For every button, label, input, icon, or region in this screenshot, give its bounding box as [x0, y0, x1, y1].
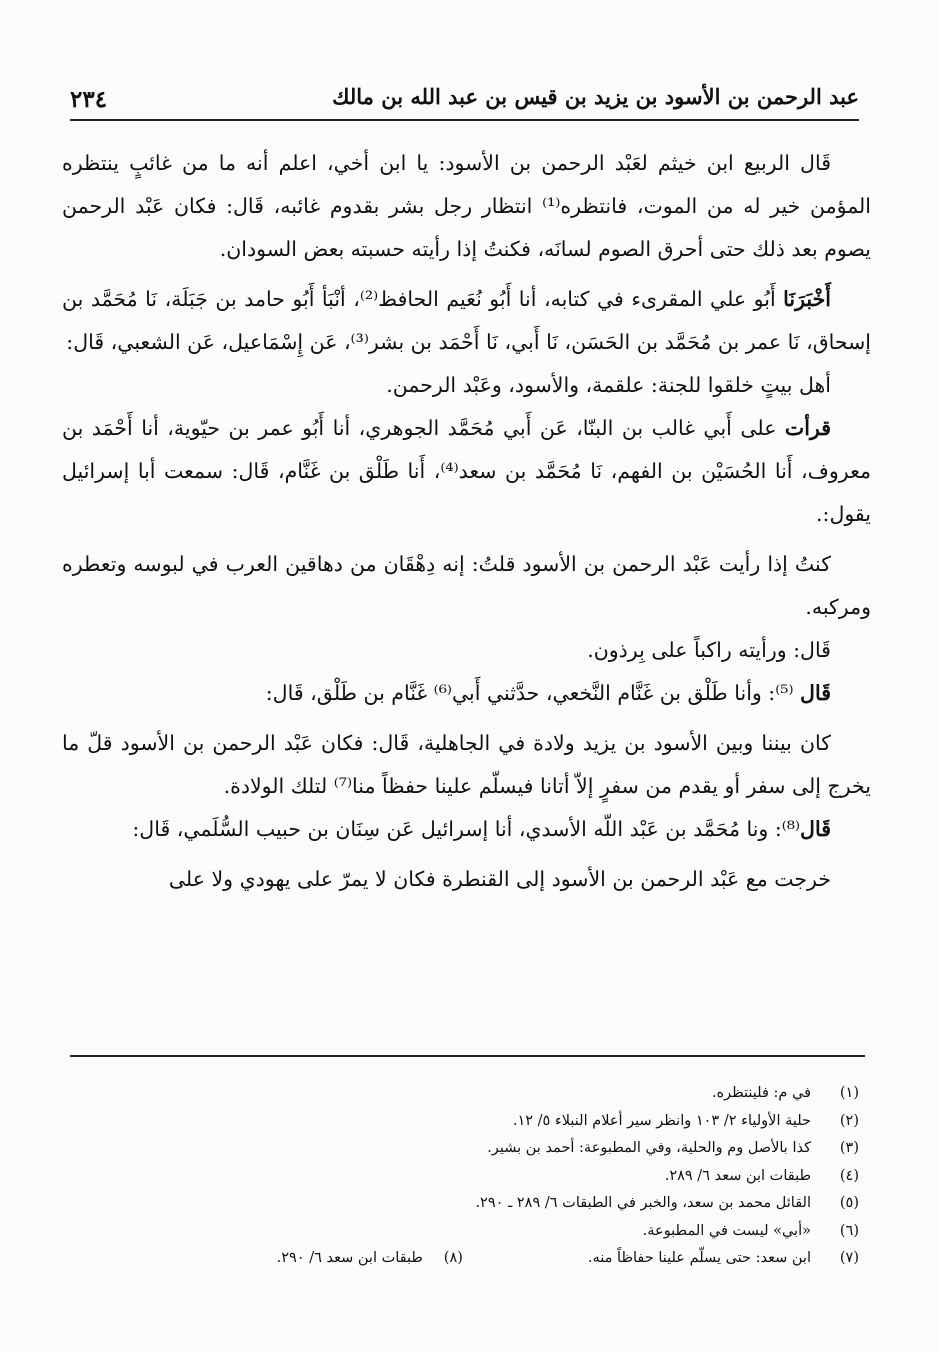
paragraph-lead-word: قرأت — [784, 416, 831, 440]
paragraph-text: على أَبي غالب بن البنّا، عَن أَبي مُحَمَّد الجوهري، أنا أَبُو عمر بن حيّوية، أنا أَحْمَد بن معروف، أَنا الحُسَيْن بن الفهم، نَا مُحَمَّد بن سعد⁽⁴⁾، أَنا طَلْق بن غَنَّام، قَال: سمعت أبا إسرائيل يقول:. — [62, 416, 871, 526]
footnote-text: حلية الأولياء ٢/ ١٠٣ وانظر سير أعلام النبلاء ٥/ ١٢. — [512, 1112, 811, 1129]
page-header — [70, 78, 859, 118]
footnote — [70, 1163, 859, 1191]
paragraph-text: خرجت مع عَبْد الرحمن بن الأسود إلى القنطرة فكان لا يمرّ على يهودي ولا على — [168, 867, 831, 891]
footnote-number: (٨) — [443, 1250, 463, 1266]
footnote-text: في م: فلينتظره. — [711, 1085, 811, 1101]
paragraph — [62, 278, 871, 364]
paragraph — [62, 858, 871, 901]
footnote — [70, 1190, 859, 1218]
paragraph — [62, 364, 871, 407]
footnote-text: ابن سعد: حتى يسلّم علينا حفاظاً منه. — [587, 1250, 811, 1266]
main-text — [62, 142, 871, 901]
paragraph-text: كنتُ إذا رأيت عَبْد الرحمن بن الأسود قلتُ: إنه دِهْقَان من دهاقين العرب في لبوسه وتعطره ومركبه. — [62, 552, 871, 619]
footnote — [70, 1080, 859, 1108]
footnote — [70, 1135, 859, 1163]
paragraph — [62, 142, 871, 271]
paragraph-text: قَال الربيع ابن خيثم لعَبْد الرحمن بن الأسود: يا ابن أخي، اعلم أنه ما من غائبٍ ينتظره المؤمن خير له من الموت، فانتظره⁽¹⁾ انتظار رجل بشر بقدوم غائبه، قَال: فكان عَبْد الرحمن يصوم بعد ذلك حتى أحرق الصوم لسانَه، فكنتُ إذا رأيته حسبته بعض السودان. — [62, 151, 872, 261]
footnote — [70, 1218, 859, 1246]
footnote — [277, 1245, 463, 1273]
footnote — [70, 1108, 859, 1136]
footnote-number: (٢) — [839, 1112, 859, 1129]
paragraph-lead-word: قَال — [800, 681, 831, 705]
footnotes — [70, 1080, 859, 1273]
paragraph — [62, 543, 871, 629]
footnote-number: (٣) — [839, 1140, 859, 1156]
paragraph-text: أَبُو علي المقرىء في كتابه، أنا أَبُو نُعَيم الحافظ⁽²⁾، أنْبَأ أَبُو حامد بن جَبَلَة، نَا مُحَمَّد بن إسحاق، نَا عمر بن مُحَمَّد بن الحَسَن، نَا أَبي، نَا أَحْمَد بن بشر⁽³⁾، عَن إِسْمَاعيل، عَن الشعبي، قَال: — [62, 287, 871, 354]
footnote-text: القائل محمد بن سعد، والخبر في الطبقات ٦/ ٢٨٩ ـ ٢٩٠. — [475, 1195, 811, 1211]
footnote-text: كذا بالأصل وم والحلية، وفي المطبوعة: أحمد بن بشير. — [487, 1140, 811, 1156]
footnote-text: «أبي» ليست في المطبوعة. — [642, 1222, 811, 1239]
footnote-number: (٦) — [839, 1222, 859, 1239]
paragraph — [62, 672, 871, 715]
paragraph-text: ⁽⁵⁾: وأنا طَلْق بن غَنَّام النَّخعي، حدَّثني أَبي⁽⁶⁾ غَنَّام بن طَلْق، قَال: — [265, 681, 801, 705]
paragraph-text: قَال: ورأيته راكباً على بِرذون. — [587, 638, 831, 662]
footnote-rule — [70, 1055, 865, 1057]
paragraph — [62, 808, 871, 851]
page-number: ٢٣٤ — [70, 86, 108, 113]
paragraph-lead-word: أَخْبَرَنَا — [783, 287, 831, 311]
footnote-number: (١) — [839, 1085, 859, 1101]
footnote-number: (٥) — [839, 1195, 859, 1211]
footnote-text: طبقات ابن سعد ٦/ ٢٨٩. — [664, 1167, 811, 1184]
footnote-text: طبقات ابن سعد ٦/ ٢٩٠. — [276, 1250, 423, 1266]
paragraph — [62, 722, 871, 808]
footnote-number: (٤) — [839, 1167, 859, 1184]
footnote — [70, 1245, 859, 1273]
running-title: عبد الرحمن بن الأسود بن يزيد بن قيس بن عبد الله بن مالك — [332, 84, 859, 109]
header-rule — [70, 119, 859, 121]
paragraph-text: ⁽⁸⁾: ونا مُحَمَّد بن عَبْد اللّه الأسدي، أنا إسرائيل عَن سِنَان بن حبيب السُّلَمي، قَال: — [132, 817, 801, 841]
paragraph-text: أهل بيتٍ خلقوا للجنة: علقمة، والأسود، وعَبْد الرحمن. — [386, 373, 831, 397]
paragraph-text: كان بيننا وبين الأسود بن يزيد ولادة في الجاهلية، قَال: فكان عَبْد الرحمن بن الأسود قلّ ما يخرج إلى سفر أو يقدم من سفرٍ إلاّ أتانا فيسلّم علينا حفظاً منا⁽⁷⁾ لتلك الولادة. — [62, 731, 871, 798]
paragraph — [62, 629, 871, 672]
footnote-number: (٧) — [839, 1250, 859, 1266]
paragraph — [62, 407, 871, 536]
paragraph-lead-word: قَال — [800, 817, 831, 841]
